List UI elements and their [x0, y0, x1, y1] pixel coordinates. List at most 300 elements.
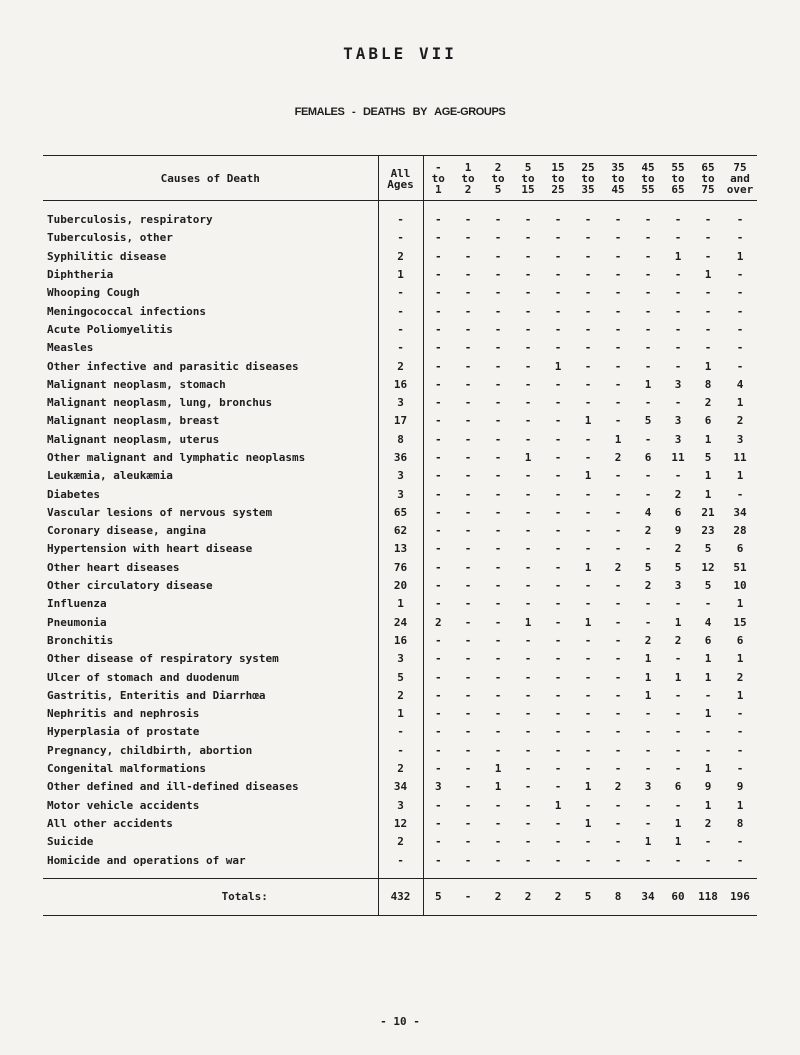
age-group-value-cell: -: [584, 341, 592, 355]
age-group-value-cell: 1: [736, 798, 744, 812]
totals-row: [43, 878, 757, 915]
age-group-value-cell: -: [704, 286, 712, 300]
age-group-value-cell: -: [644, 231, 652, 245]
age-group-value-cell: -: [644, 469, 652, 483]
age-group-header-line: and: [730, 172, 750, 185]
age-group-value-cell: -: [674, 213, 682, 227]
all-ages-cell: 2: [378, 833, 423, 851]
age-group-value-cell: -: [434, 798, 442, 812]
all-ages-cell: 24: [378, 614, 423, 632]
age-group-value-cell: 1: [704, 469, 712, 483]
age-group-value-cell: -: [614, 505, 622, 519]
age-group-value-cell: -: [464, 743, 472, 757]
age-group-value-cell: 8: [704, 377, 712, 391]
age-group-header-line: 55: [641, 183, 655, 196]
age-group-value-cell: -: [464, 451, 472, 464]
age-group-value-cell: -: [674, 762, 682, 776]
age-group-value-cell: 3: [674, 377, 682, 391]
age-group-value-cell: -: [434, 743, 442, 757]
age-group-value-cell: -: [434, 633, 442, 647]
age-group-value-cell: -: [704, 249, 712, 263]
age-group-value-cell: -: [614, 652, 622, 666]
age-group-header-line: 35: [581, 183, 595, 196]
age-group-value-cell: -: [644, 286, 652, 300]
age-group-value-cell: 2: [704, 816, 712, 830]
age-group-value-cell: -: [494, 359, 502, 373]
age-group-header-line: to: [671, 172, 685, 185]
cause-cell: Nephritis and nephrosis: [43, 705, 378, 723]
age-group-value-cell: -: [674, 688, 682, 702]
age-group-value-cell: -: [554, 414, 562, 428]
age-group-value-cell: -: [494, 688, 502, 702]
totals-value-cell: 34: [633, 878, 663, 915]
age-group-value-cell: -: [644, 268, 652, 282]
age-group-value-cell: 2: [614, 780, 622, 794]
age-group-value-cell: -: [584, 304, 592, 318]
age-group-header-line: 5: [494, 183, 502, 196]
age-group-value-cell: -: [614, 322, 622, 336]
table-row: [43, 339, 757, 357]
age-group-value-cell: -: [464, 762, 472, 776]
spacer-cell: [543, 870, 573, 879]
cause-cell: Gastritis, Enteritis and Diarrhœa: [43, 687, 378, 705]
age-group-value-cell: -: [464, 322, 472, 336]
age-group-value-cell: 1: [644, 652, 652, 666]
spacer-cell: [663, 870, 693, 879]
age-group-value-cell: -: [524, 414, 532, 428]
age-group-value-cell: -: [464, 542, 472, 556]
age-group-value-cell: -: [674, 396, 682, 410]
age-group-value-cell: -: [584, 505, 592, 519]
age-group-value-cell: -: [584, 597, 592, 611]
age-group-value-cell: -: [464, 268, 472, 282]
table-footer: [43, 878, 757, 915]
age-group-value-cell: -: [464, 505, 472, 519]
age-group-value-cell: -: [554, 213, 562, 227]
age-group-value-cell: 4: [644, 505, 652, 519]
age-group-value-cell: -: [524, 670, 532, 684]
table-row: [43, 522, 757, 540]
age-group-value-cell: -: [584, 725, 592, 739]
table-subtitle: FEMALES - DEATHS BY AGE-GROUPS: [294, 106, 506, 118]
age-group-value-cell: -: [614, 597, 622, 611]
table-row: [43, 229, 757, 247]
age-group-value-cell: -: [584, 762, 592, 776]
age-group-value-cell: -: [584, 213, 592, 227]
age-group-header-line: 15: [521, 183, 535, 196]
age-group-value-cell: 2: [614, 560, 622, 574]
all-ages-cell: 1: [378, 595, 423, 613]
table-row: [43, 559, 757, 577]
age-group-value-cell: 9: [736, 780, 744, 794]
age-group-value-cell: 34: [733, 505, 747, 519]
all-ages-cell: 34: [378, 778, 423, 796]
age-group-value-cell: -: [644, 304, 652, 318]
age-group-value-cell: -: [584, 322, 592, 336]
age-group-value-cell: 6: [674, 505, 682, 519]
age-group-value-cell: -: [644, 816, 652, 830]
age-group-value-cell: 1: [704, 798, 712, 812]
age-group-value-cell: 1: [704, 670, 712, 684]
age-group-column-header: [423, 156, 453, 201]
cause-cell: Hyperplasia of prostate: [43, 723, 378, 741]
age-group-value-cell: 1: [554, 798, 562, 812]
age-group-header-line: 55: [671, 161, 685, 174]
age-group-value-cell: 28: [733, 524, 747, 538]
age-group-value-cell: -: [674, 322, 682, 336]
age-group-value-cell: -: [464, 231, 472, 245]
age-group-value-cell: -: [494, 377, 502, 391]
spacer-row: [43, 201, 757, 212]
age-group-value-cell: 5: [644, 414, 652, 428]
age-group-header-line: 45: [641, 161, 655, 174]
all-ages-cell: -: [378, 723, 423, 741]
age-group-value-cell: -: [644, 615, 652, 629]
age-group-value-cell: -: [494, 633, 502, 647]
age-group-value-cell: -: [464, 615, 472, 629]
table-row: [43, 302, 757, 320]
age-group-value-cell: 1: [674, 249, 682, 263]
age-group-value-cell: -: [704, 322, 712, 336]
age-group-value-cell: -: [704, 213, 712, 227]
age-group-value-cell: -: [584, 396, 592, 410]
age-group-value-cell: -: [524, 707, 532, 721]
age-group-column-header: [633, 156, 663, 201]
age-group-header-line: to: [491, 172, 505, 185]
table-row: [43, 742, 757, 760]
age-group-value-cell: -: [464, 652, 472, 666]
age-group-value-cell: -: [736, 341, 744, 355]
age-group-value-cell: -: [554, 505, 562, 519]
spacer-cell: [43, 870, 378, 879]
age-group-value-cell: -: [524, 853, 532, 867]
all-ages-cell: 2: [378, 687, 423, 705]
age-group-value-cell: -: [644, 542, 652, 556]
all-ages-cell: 1: [378, 705, 423, 723]
table-row: [43, 595, 757, 613]
cause-cell: Motor vehicle accidents: [43, 797, 378, 815]
age-group-value-cell: -: [464, 377, 472, 391]
table-row: [43, 687, 757, 705]
cause-cell: Acute Poliomyelitis: [43, 321, 378, 339]
age-group-value-cell: -: [614, 633, 622, 647]
all-ages-cell: 2: [378, 357, 423, 375]
all-ages-cell: 17: [378, 412, 423, 430]
all-ages-cell: -: [378, 339, 423, 357]
age-group-value-cell: -: [644, 743, 652, 757]
age-group-value-cell: 2: [674, 487, 682, 501]
table-row: [43, 632, 757, 650]
age-group-value-cell: -: [614, 524, 622, 538]
cause-cell: Tuberculosis, other: [43, 229, 378, 247]
age-group-value-cell: 5: [704, 451, 712, 464]
age-group-value-cell: -: [494, 835, 502, 849]
spacer-cell: [453, 201, 483, 212]
age-group-value-cell: 1: [584, 414, 592, 428]
age-group-value-cell: -: [584, 835, 592, 849]
age-group-value-cell: -: [524, 633, 532, 647]
age-group-value-cell: -: [554, 597, 562, 611]
age-group-value-cell: -: [644, 597, 652, 611]
table-row: [43, 540, 757, 558]
age-group-value-cell: -: [644, 322, 652, 336]
age-group-value-cell: 4: [736, 377, 744, 391]
age-group-value-cell: -: [554, 652, 562, 666]
age-group-value-cell: -: [554, 249, 562, 263]
age-group-value-cell: -: [524, 688, 532, 702]
age-group-value-cell: 1: [704, 432, 712, 446]
age-group-value-cell: -: [434, 377, 442, 391]
age-group-value-cell: 1: [524, 451, 532, 464]
cause-cell: Malignant neoplasm, lung, bronchus: [43, 394, 378, 412]
age-group-value-cell: -: [554, 396, 562, 410]
cause-cell: Malignant neoplasm, stomach: [43, 376, 378, 394]
age-group-value-cell: -: [554, 286, 562, 300]
age-group-value-cell: -: [524, 835, 532, 849]
all-ages-cell: -: [378, 284, 423, 302]
age-group-value-cell: -: [464, 816, 472, 830]
age-group-value-cell: -: [524, 396, 532, 410]
cause-cell: Measles: [43, 339, 378, 357]
age-group-value-cell: 5: [704, 579, 712, 593]
age-group-value-cell: -: [434, 469, 442, 483]
age-group-value-cell: 6: [644, 451, 652, 464]
all-ages-cell: 3: [378, 650, 423, 668]
age-group-value-cell: -: [464, 396, 472, 410]
age-group-value-cell: -: [674, 725, 682, 739]
age-group-value-cell: -: [584, 707, 592, 721]
age-group-value-cell: -: [494, 213, 502, 227]
age-group-value-cell: -: [434, 487, 442, 501]
age-group-value-cell: 3: [736, 432, 744, 446]
age-group-value-cell: -: [494, 396, 502, 410]
age-group-value-cell: -: [614, 469, 622, 483]
age-group-value-cell: 2: [434, 615, 442, 629]
age-group-value-cell: -: [644, 487, 652, 501]
all-ages-cell: 13: [378, 540, 423, 558]
age-group-value-cell: -: [524, 542, 532, 556]
age-group-value-cell: 1: [674, 615, 682, 629]
age-group-value-cell: -: [494, 652, 502, 666]
age-group-value-cell: 4: [704, 615, 712, 629]
all-ages-cell: 2: [378, 760, 423, 778]
age-group-value-cell: -: [434, 286, 442, 300]
age-group-value-cell: -: [584, 359, 592, 373]
age-group-value-cell: -: [674, 359, 682, 373]
age-group-value-cell: 1: [704, 268, 712, 282]
age-group-value-cell: 10: [733, 579, 747, 593]
age-group-value-cell: -: [614, 487, 622, 501]
all-ages-cell: 65: [378, 504, 423, 522]
age-group-value-cell: -: [434, 816, 442, 830]
table-row: [43, 668, 757, 686]
age-group-value-cell: 1: [704, 762, 712, 776]
age-group-value-cell: -: [644, 341, 652, 355]
table-row: [43, 266, 757, 284]
age-group-value-cell: 1: [736, 688, 744, 702]
age-group-value-cell: -: [584, 743, 592, 757]
age-group-value-cell: -: [554, 707, 562, 721]
age-group-value-cell: -: [494, 505, 502, 519]
age-group-value-cell: -: [554, 268, 562, 282]
cause-cell: Whooping Cough: [43, 284, 378, 302]
age-group-header-line: 65: [671, 183, 685, 196]
age-group-value-cell: -: [434, 341, 442, 355]
age-group-value-cell: -: [434, 451, 442, 464]
age-group-value-cell: 11: [733, 451, 747, 464]
age-group-value-cell: -: [524, 505, 532, 519]
age-group-value-cell: -: [584, 579, 592, 593]
age-group-value-cell: 1: [584, 469, 592, 483]
age-group-value-cell: -: [554, 615, 562, 629]
age-group-value-cell: -: [554, 524, 562, 538]
cause-cell: Pregnancy, childbirth, abortion: [43, 742, 378, 760]
age-group-value-cell: -: [644, 725, 652, 739]
all-ages-cell: -: [378, 302, 423, 320]
age-group-value-cell: 1: [494, 762, 502, 776]
age-group-value-cell: -: [524, 249, 532, 263]
age-group-value-cell: -: [674, 231, 682, 245]
age-group-column-header: [543, 156, 573, 201]
totals-value-cell: 2: [543, 878, 573, 915]
age-group-value-cell: -: [524, 304, 532, 318]
page-title: TABLE VII: [343, 44, 457, 63]
age-group-value-cell: -: [434, 688, 442, 702]
age-group-value-cell: -: [674, 268, 682, 282]
age-group-value-cell: 1: [736, 469, 744, 483]
age-group-value-cell: -: [494, 322, 502, 336]
age-group-value-cell: -: [736, 231, 744, 245]
age-group-value-cell: -: [554, 377, 562, 391]
age-group-value-cell: -: [674, 798, 682, 812]
spacer-cell: [483, 870, 513, 879]
age-group-header-line: 65: [701, 161, 715, 174]
age-group-value-cell: -: [614, 670, 622, 684]
age-group-value-cell: -: [434, 707, 442, 721]
age-group-value-cell: -: [614, 579, 622, 593]
age-group-value-cell: -: [644, 432, 652, 446]
age-group-column-header: [513, 156, 543, 201]
age-group-value-cell: -: [584, 286, 592, 300]
table-row: [43, 248, 757, 266]
spacer-cell: [423, 201, 453, 212]
age-group-value-cell: -: [614, 268, 622, 282]
age-group-value-cell: -: [674, 304, 682, 318]
age-group-value-cell: -: [674, 469, 682, 483]
table-row: [43, 394, 757, 412]
table-row: [43, 357, 757, 375]
age-group-value-cell: -: [524, 798, 532, 812]
totals-value-cell: 8: [603, 878, 633, 915]
cause-cell: Other malignant and lymphatic neoplasms: [43, 449, 378, 467]
age-group-value-cell: -: [554, 762, 562, 776]
age-group-value-cell: 5: [704, 542, 712, 556]
age-group-value-cell: -: [674, 853, 682, 867]
age-group-value-cell: -: [494, 816, 502, 830]
age-group-value-cell: 9: [674, 524, 682, 538]
all-ages-cell: 3: [378, 485, 423, 503]
age-group-value-cell: -: [614, 213, 622, 227]
age-group-value-cell: 1: [584, 780, 592, 794]
spacer-cell: [633, 870, 663, 879]
age-group-value-cell: -: [614, 396, 622, 410]
totals-all-ages: 432: [378, 878, 423, 915]
age-group-value-cell: -: [554, 780, 562, 794]
age-group-value-cell: -: [614, 377, 622, 391]
spacer-cell: [693, 870, 723, 879]
age-group-value-cell: 6: [704, 633, 712, 647]
cause-cell: Leukæmia, aleukæmia: [43, 467, 378, 485]
age-group-value-cell: -: [524, 725, 532, 739]
age-group-value-cell: 2: [644, 524, 652, 538]
age-group-value-cell: -: [554, 432, 562, 446]
age-group-value-cell: 2: [644, 579, 652, 593]
age-group-value-cell: -: [524, 487, 532, 501]
table-row: [43, 321, 757, 339]
age-group-value-cell: -: [614, 359, 622, 373]
all-ages-cell: 36: [378, 449, 423, 467]
age-group-value-cell: -: [464, 487, 472, 501]
spacer-cell: [483, 201, 513, 212]
age-group-value-cell: 5: [674, 560, 682, 574]
age-group-value-cell: -: [704, 725, 712, 739]
age-group-value-cell: -: [494, 451, 502, 464]
age-group-value-cell: -: [644, 707, 652, 721]
age-group-value-cell: -: [494, 231, 502, 245]
spacer-cell: [633, 201, 663, 212]
age-group-header-line: 5: [524, 161, 532, 174]
age-group-value-cell: -: [494, 268, 502, 282]
age-group-value-cell: -: [464, 249, 472, 263]
age-group-value-cell: -: [464, 835, 472, 849]
cause-cell: Ulcer of stomach and duodenum: [43, 668, 378, 686]
table-row: [43, 376, 757, 394]
age-group-value-cell: -: [584, 249, 592, 263]
all-ages-cell: 5: [378, 668, 423, 686]
age-group-value-cell: 11: [671, 451, 685, 464]
cause-cell: Diphtheria: [43, 266, 378, 284]
age-group-header-line: over: [726, 183, 754, 196]
age-group-value-cell: -: [584, 688, 592, 702]
age-group-header-line: 2: [464, 183, 472, 196]
age-group-value-cell: 1: [614, 432, 622, 446]
table-header: [43, 156, 757, 201]
age-group-header-line: 2: [494, 161, 502, 174]
age-group-header-line: to: [581, 172, 595, 185]
age-group-value-cell: 3: [674, 432, 682, 446]
age-group-value-cell: 1: [584, 816, 592, 830]
age-group-value-cell: -: [584, 377, 592, 391]
totals-value-cell: 118: [693, 878, 723, 915]
age-group-value-cell: -: [524, 816, 532, 830]
cause-cell: Malignant neoplasm, uterus: [43, 431, 378, 449]
spacer-cell: [603, 201, 633, 212]
age-group-value-cell: -: [584, 524, 592, 538]
all-ages-cell: 3: [378, 797, 423, 815]
age-group-value-cell: 2: [614, 451, 622, 464]
all-ages-cell: -: [378, 321, 423, 339]
age-group-value-cell: -: [524, 268, 532, 282]
age-group-value-cell: -: [434, 505, 442, 519]
age-group-value-cell: -: [554, 670, 562, 684]
age-group-value-cell: -: [614, 615, 622, 629]
age-group-value-cell: 9: [704, 780, 712, 794]
age-group-value-cell: -: [434, 249, 442, 263]
age-group-value-cell: -: [644, 359, 652, 373]
age-group-value-cell: -: [464, 432, 472, 446]
age-group-value-cell: -: [494, 469, 502, 483]
age-group-value-cell: -: [434, 304, 442, 318]
